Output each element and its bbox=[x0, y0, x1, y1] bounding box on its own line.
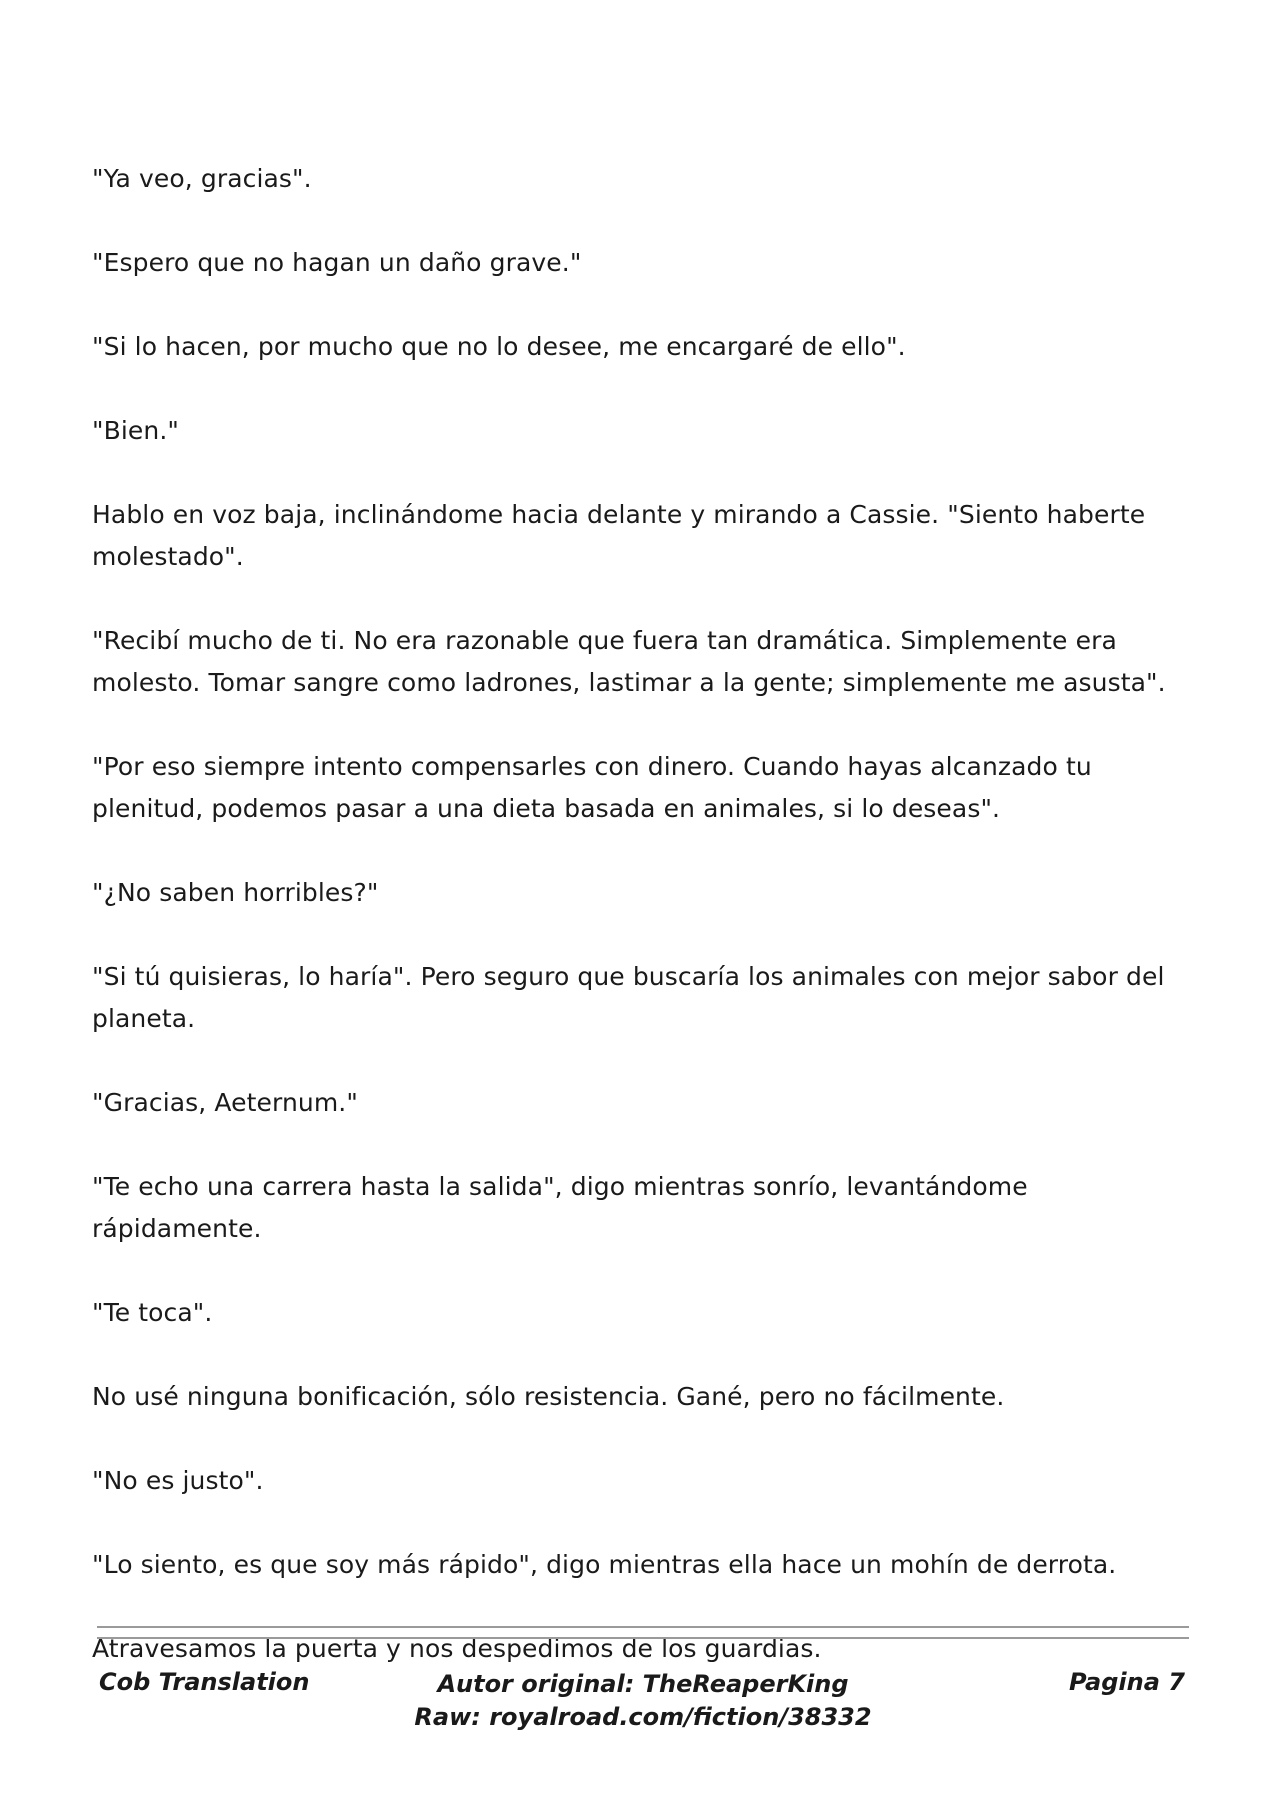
footer-raw-source: Raw: royalroad.com/fiction/38332 bbox=[414, 1703, 872, 1731]
footer-divider-bottom bbox=[97, 1637, 1189, 1639]
paragraph-7: "Por eso siempre intento compensarles con dinero. Cuando hayas alcanzado tu plenitud, podemos pasar a una dieta basada en animales, si lo deseas". bbox=[92, 752, 1092, 823]
paragraph-8: "¿No saben horribles?" bbox=[92, 878, 379, 907]
footer-translator: Cob Translation bbox=[99, 1668, 310, 1696]
footer-credits bbox=[97, 1668, 1189, 1734]
paragraph-14: "No es justo". bbox=[92, 1466, 264, 1495]
paragraph-16: Atravesamos la puerta y nos despedimos de los guardias. bbox=[92, 1634, 822, 1663]
paragraph-13: No usé ninguna bonificación, sólo resistencia. Gané, pero no fácilmente. bbox=[92, 1382, 1005, 1411]
footer-page-number: Pagina 7 bbox=[1069, 1668, 1185, 1696]
paragraph-4: "Bien." bbox=[92, 416, 179, 445]
paragraph-9: "Si tú quisieras, lo haría". Pero seguro que buscaría los animales con mejor sabor del planeta. bbox=[92, 962, 1165, 1033]
footer-original-author: Autor original: TheReaperKing bbox=[437, 1670, 849, 1698]
paragraph-1: "Ya veo, gracias". bbox=[92, 164, 312, 193]
page-footer bbox=[97, 1668, 1189, 1748]
paragraph-6: "Recibí mucho de ti. No era razonable que fuera tan dramática. Simplemente era molesto. Tomar sangre como ladrones, lastimar a la gente; simplemente me asusta". bbox=[92, 626, 1166, 697]
paragraph-12: "Te toca". bbox=[92, 1298, 213, 1327]
paragraph-3: "Si lo hacen, por mucho que no lo desee, me encargaré de ello". bbox=[92, 332, 906, 361]
paragraph-10: "Gracias, Aeternum." bbox=[92, 1088, 358, 1117]
footer-divider-top bbox=[97, 1626, 1189, 1628]
paragraph-2: "Espero que no hagan un daño grave." bbox=[92, 248, 582, 277]
body-text bbox=[92, 158, 1192, 1712]
paragraph-15: "Lo siento, es que soy más rápido", digo mientras ella hace un mohín de derrota. bbox=[92, 1550, 1117, 1579]
paragraph-11: "Te echo una carrera hasta la salida", digo mientras sonrío, levantándome rápidamente. bbox=[92, 1172, 1028, 1243]
paragraph-5: Hablo en voz baja, inclinándome hacia delante y mirando a Cassie. "Siento haberte molestado". bbox=[92, 500, 1146, 571]
